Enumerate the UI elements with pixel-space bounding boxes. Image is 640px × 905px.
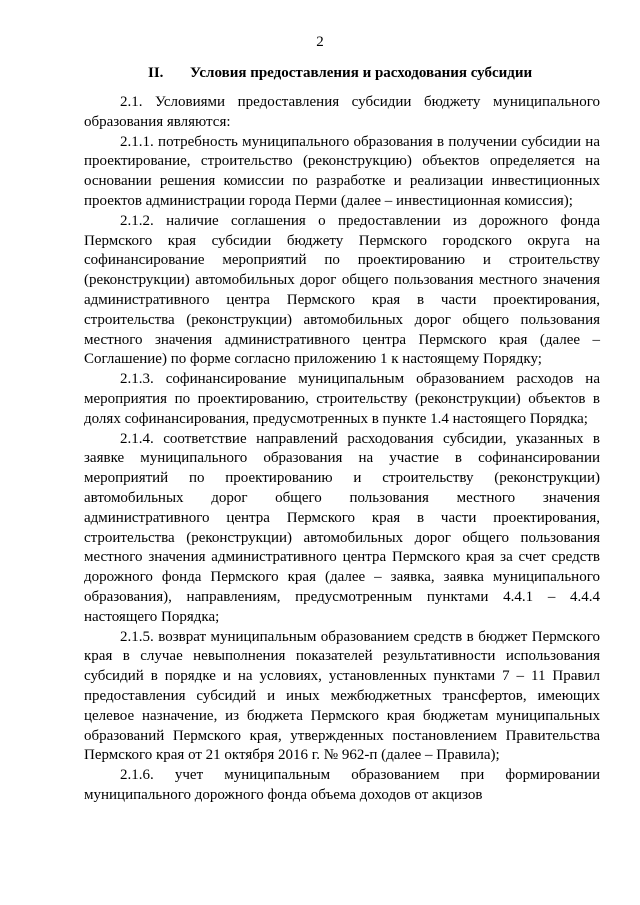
section-number: II. (148, 65, 164, 81)
paragraph-2-1-2: 2.1.2. наличие соглашения о предоставлении из дорожного фонда Пермского края субсидии бюджету Пермского городского округа на софинансирование мероприятий по проектированию и строительству (реконструкции) автомобильных дорог общего пользования местного значения административного центра Пермского края в части проектирования, строительства (реконструкции) автомобильных дорог общего пользования местного значения административного центра Пермского края (далее – Соглашение) по форме согласно приложению 1 к настоящему Порядку; (84, 212, 600, 368)
paragraph-2-1-5: 2.1.5. возврат муниципальным образованием средств в бюджет Пермского края в случае невыполнения показателей результативности использования субсидий в порядке и на условиях, установленных пунктами 7 – 11 Правил предоставления субсидий и иных межбюджетных трансфертов, имеющих целевое назначение, из бюджета Пермского края бюджетам муниципальных образований Пермского края, утвержденных постановлением Правительства Пермского края от 21 октября 2016 г. № 962-п (далее – Правила); (84, 628, 600, 764)
section-title: Условия предоставления и расходования субсидии (190, 65, 533, 81)
paragraph-2-1-4: 2.1.4. соответствие направлений расходования субсидии, указанных в заявке муниципального образования на участие в софинансировании мероприятий по проектированию и строительству (реконструкции) автомобильных дорог общего пользования местного значения административного центра Пермского края в части проектирования, строительства (реконструкции) автомобильных дорог общего пользования местного значения административного центра Пермского края за счет средств дорожного фонда Пермского края (далее – заявка, заявка муниципального образования), направлениям, предусмотренным пунктами 4.4.1 – 4.4.4 настоящего Порядка; (84, 430, 600, 625)
paragraph-2-1: 2.1. Условиями предоставления субсидии бюджету муниципального образования являются: (84, 94, 600, 130)
paragraph-2-1-6: 2.1.6. учет муниципальным образованием при формировании муниципального дорожного фонда объема доходов от акцизов (84, 767, 600, 803)
paragraph-2-1-1: 2.1.1. потребность муниципального образования в получении субсидии на проектирование, строительство (реконструкцию) объектов определяется на основании решения комиссии по разработке и реализации инвестиционных проектов администрации города Перми (далее – инвестиционная комиссия); (84, 133, 600, 209)
section-heading (84, 63, 600, 83)
page-number: 2 (316, 34, 324, 50)
paragraph-2-1-3: 2.1.3. софинансирование муниципальным образованием расходов на мероприятия по проектированию, строительству (реконструкции) объектов в долях софинансирования, предусмотренных в пункте 1.4 настоящего Порядка; (84, 371, 600, 427)
body-text (84, 93, 600, 806)
